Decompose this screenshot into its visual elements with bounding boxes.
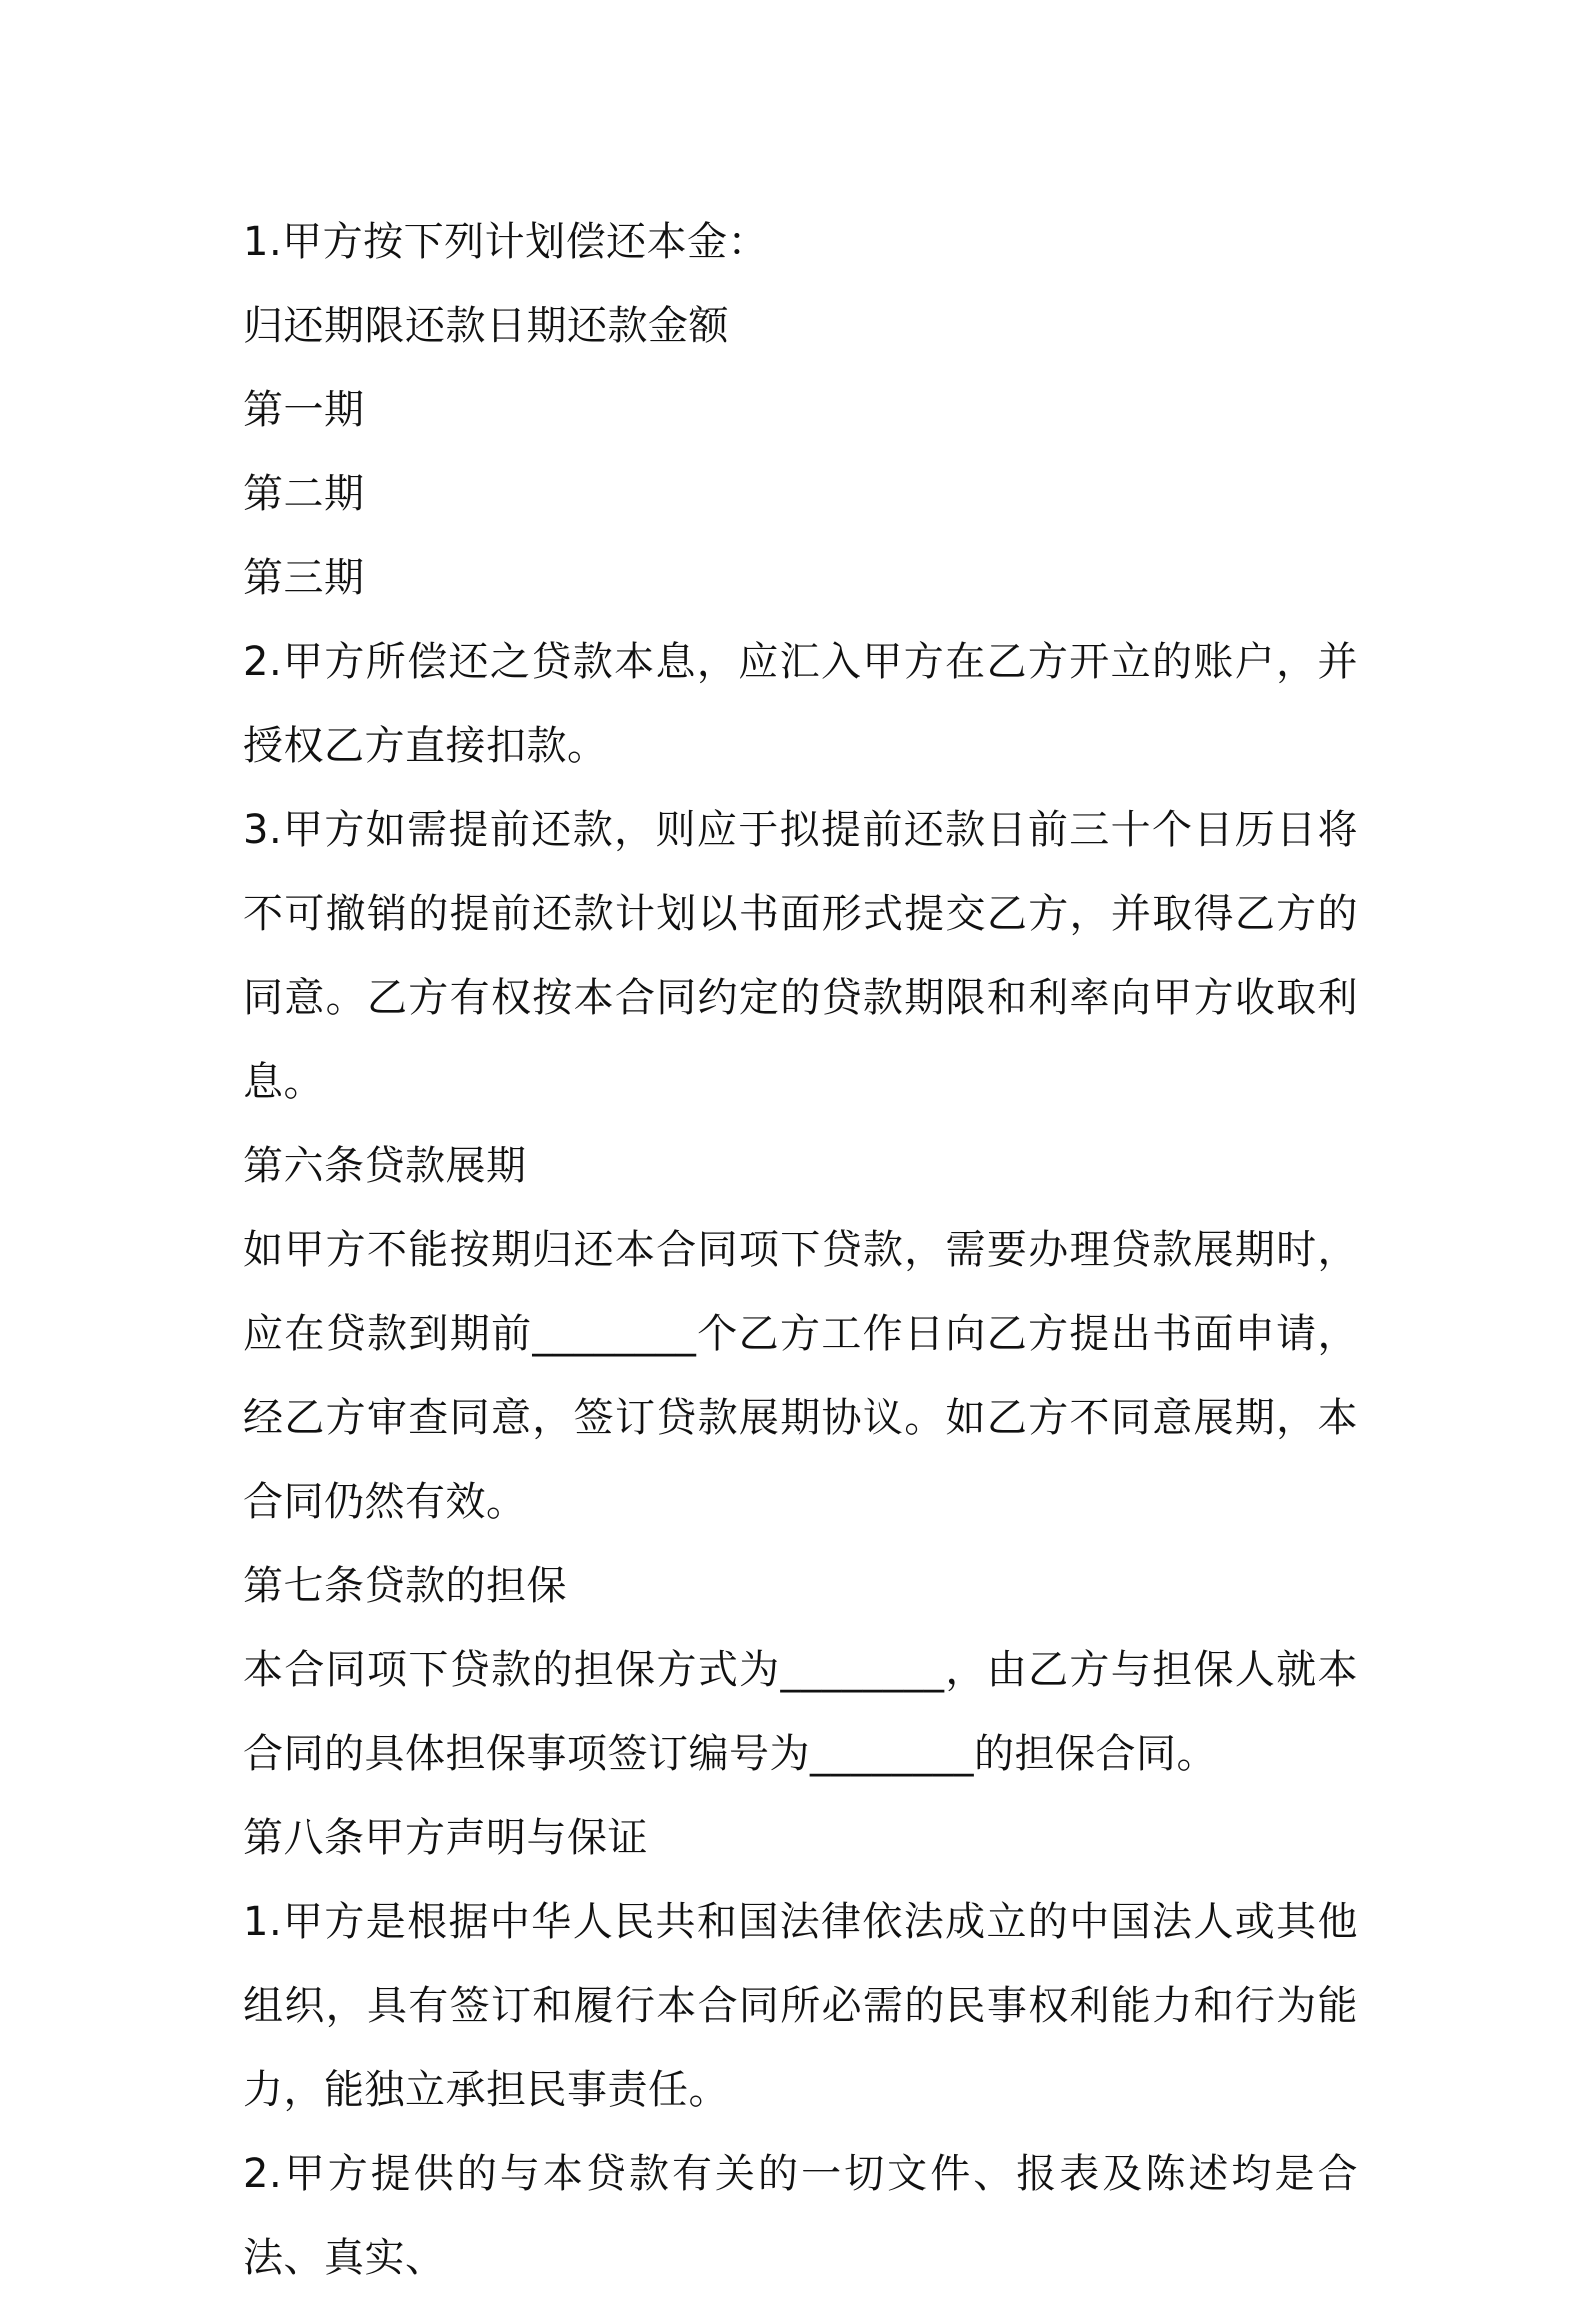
repayment-table-header: 归还期限还款日期还款金额 xyxy=(243,303,729,349)
document-body xyxy=(243,200,1358,2300)
article-eight-title: 第八条甲方声明与保证 xyxy=(243,1815,648,1861)
article-six-title: 第六条贷款展期 xyxy=(243,1143,527,1189)
installment-second: 第二期 xyxy=(243,471,365,517)
loan-guarantee-clause: 本合同项下贷款的担保方式为________，由乙方与担保人就本合同的具体担保事项签订编号为________的担保合同。 xyxy=(243,1647,1358,1777)
early-repayment-clause: 3.甲方如需提前还款，则应于拟提前还款日前三十个日历日将不可撤销的提前还款计划以书面形式提交乙方，并取得乙方的同意。乙方有权按本合同约定的贷款期限和利率向甲方收取利息。 xyxy=(243,807,1358,1105)
repayment-plan-heading: 1.甲方按下列计划偿还本金： xyxy=(243,219,769,265)
party-a-legal-status-clause: 1.甲方是根据中华人民共和国法律依法成立的中国法人或其他组织，具有签订和履行本合同所必需的民事权利能力和行为能力，能独立承担民事责任。 xyxy=(243,1899,1358,2113)
repayment-account-clause: 2.甲方所偿还之贷款本息，应汇入甲方在乙方开立的账户，并授权乙方直接扣款。 xyxy=(243,639,1358,769)
article-seven-title: 第七条贷款的担保 xyxy=(243,1563,567,1609)
party-a-documents-clause: 2.甲方提供的与本贷款有关的一切文件、报表及陈述均是合法、真实、 xyxy=(243,2151,1358,2281)
installment-first: 第一期 xyxy=(243,387,365,433)
loan-extension-clause: 如甲方不能按期归还本合同项下贷款，需要办理贷款展期时，应在贷款到期前________个乙方工作日向乙方提出书面申请，经乙方审查同意，签订贷款展期协议。如乙方不同意展期，本合同仍然有效。 xyxy=(243,1227,1358,1525)
installment-third: 第三期 xyxy=(243,555,365,601)
